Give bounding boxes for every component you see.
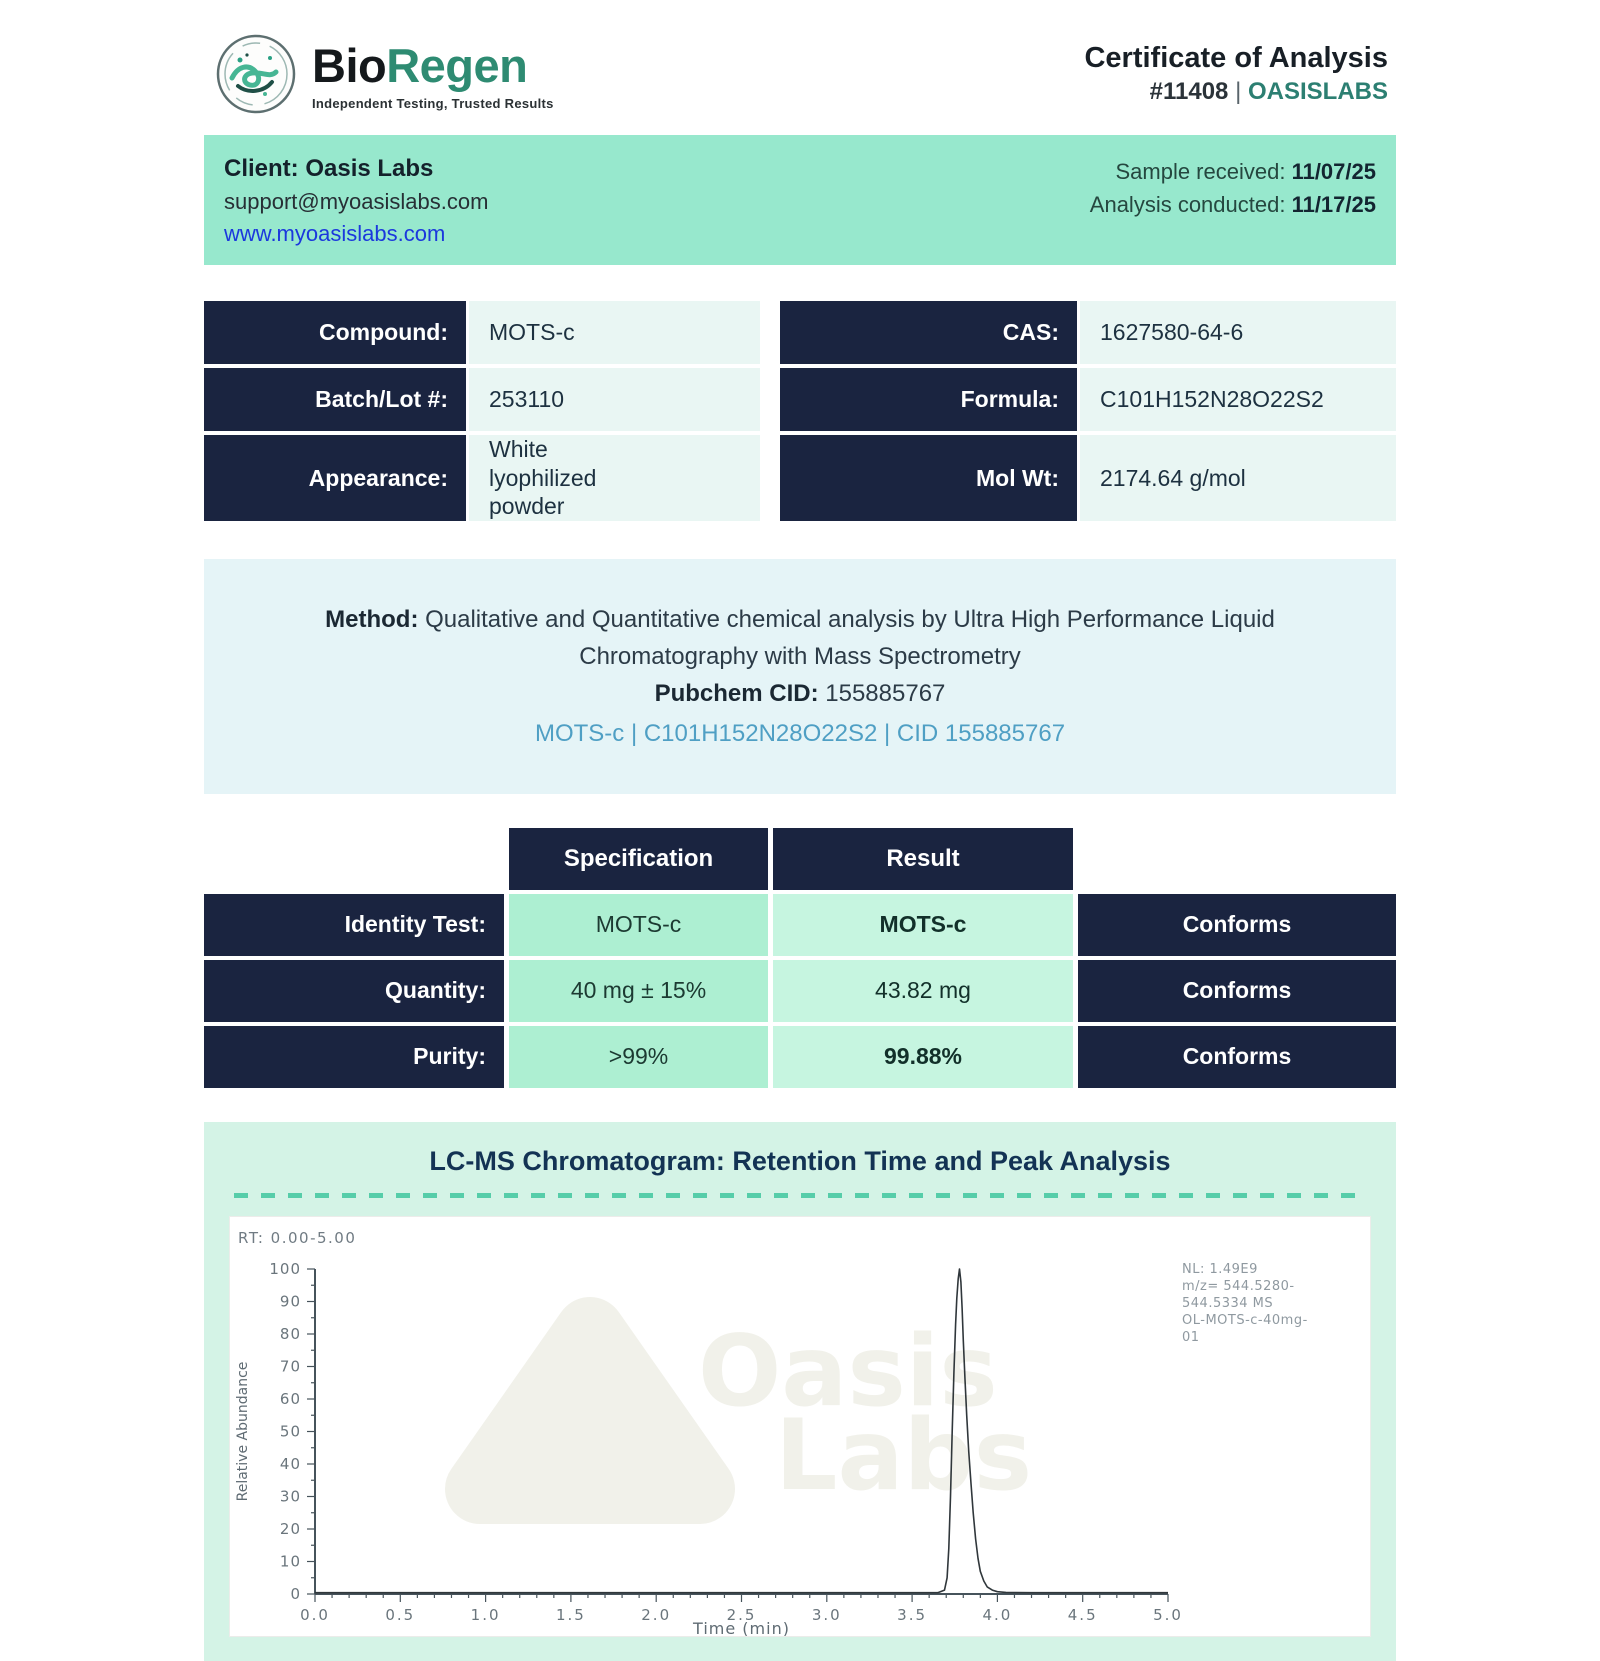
appearance-label: Appearance: — [204, 435, 466, 521]
formula-value: C101H152N28O22S2 — [1080, 368, 1396, 431]
specification-header: Specification — [509, 828, 768, 890]
svg-text:40: 40 — [279, 1454, 301, 1473]
quantity-label: Quantity: — [204, 960, 504, 1022]
quantity-status: Conforms — [1078, 960, 1396, 1022]
chromatogram-svg — [230, 1217, 1370, 1636]
chromatogram-title: LC-MS Chromatogram: Retention Time and Peak Analysis — [429, 1145, 1171, 1176]
table-row — [204, 301, 760, 364]
compound-info-right — [780, 301, 1396, 521]
certificate-header — [1084, 32, 1388, 106]
brand-name: BioRegen — [312, 39, 528, 92]
certificate-title: Certificate of Analysis — [1084, 42, 1388, 74]
cas-value: 1627580-64-6 — [1080, 301, 1396, 364]
method-panel — [204, 559, 1396, 794]
chromatogram-chart — [229, 1216, 1371, 1637]
nl-annotation: 01 — [1182, 1329, 1200, 1345]
table-row — [780, 435, 1396, 521]
purity-spec: >99% — [509, 1026, 768, 1088]
svg-text:1.0: 1.0 — [470, 1605, 501, 1624]
svg-text:4.0: 4.0 — [982, 1605, 1013, 1624]
batch-value: 253110 — [469, 368, 760, 431]
client-website-link[interactable]: www.myoasislabs.com — [224, 221, 446, 246]
dates-block — [1090, 155, 1376, 247]
compound-info-left — [204, 301, 760, 521]
svg-text:5.0: 5.0 — [1153, 1605, 1183, 1624]
lab-name: OASISLABS — [1247, 78, 1388, 105]
purity-result: 99.88% — [773, 1026, 1073, 1088]
results-header-spacer — [204, 828, 504, 890]
svg-text:0.5: 0.5 — [385, 1605, 416, 1624]
formula-label: Formula: — [780, 368, 1077, 431]
table-row — [204, 435, 760, 521]
svg-text:3.5: 3.5 — [897, 1605, 928, 1624]
x-axis-label: Time (min) — [693, 1618, 790, 1636]
quantity-result: 43.82 mg — [773, 960, 1073, 1022]
client-block — [224, 155, 488, 247]
appearance-value: White lyophilized powder — [469, 435, 760, 521]
quantity-spec: 40 mg ± 15% — [509, 960, 768, 1022]
nl-annotation: 544.5334 MS — [1182, 1295, 1274, 1311]
nl-annotation: m/z= 544.5280- — [1182, 1278, 1295, 1294]
bioregen-logo — [214, 32, 554, 121]
purity-label: Purity: — [204, 1026, 504, 1088]
svg-text:30: 30 — [279, 1487, 301, 1506]
method-text: Method: Qualitative and Quantitative chemical analysis by Ultra High Performance Liquid Chromatography with Mass Spectrometry — [325, 606, 1275, 671]
svg-text:20: 20 — [279, 1519, 301, 1538]
nl-annotation: OL-MOTS-c-40mg- — [1182, 1312, 1308, 1328]
molwt-value: 2174.64 g/mol — [1080, 435, 1396, 521]
watermark-text: Labs — [775, 1398, 1033, 1513]
svg-text:0.0: 0.0 — [300, 1605, 330, 1624]
analysis-conducted: Analysis conducted: 11/17/25 — [1089, 192, 1376, 217]
client-name: Client: Oasis Labs — [224, 155, 434, 182]
cas-label: CAS: — [780, 301, 1077, 364]
svg-text:2.0: 2.0 — [641, 1605, 672, 1624]
identity-test-status: Conforms — [1078, 894, 1396, 956]
table-row — [780, 368, 1396, 431]
watermark-triangle — [480, 1332, 700, 1489]
certificate-subtitle: #11408 | OASISLABS — [1149, 78, 1388, 105]
client-info-bar — [204, 135, 1396, 265]
nl-annotation: NL: 1.49E9 — [1182, 1261, 1258, 1277]
svg-text:0: 0 — [290, 1584, 301, 1603]
header — [204, 32, 1396, 121]
batch-label: Batch/Lot #: — [204, 368, 466, 431]
compound-value: MOTS-c — [469, 301, 760, 364]
purity-status: Conforms — [1078, 1026, 1396, 1088]
svg-text:3.0: 3.0 — [811, 1605, 842, 1624]
chromatogram-panel — [204, 1122, 1396, 1661]
results-table — [204, 828, 1396, 1088]
dashed-divider — [234, 1193, 1366, 1198]
pubchem-link[interactable]: MOTS-c | C101H152N28O22S2 | CID 155885767 — [534, 719, 1066, 747]
brand-tagline: Independent Testing, Trusted Results — [312, 96, 554, 111]
svg-text:4.5: 4.5 — [1067, 1605, 1098, 1624]
identity-test-label: Identity Test: — [204, 894, 504, 956]
svg-text:60: 60 — [279, 1389, 301, 1408]
pubchem-cid: Pubchem CID: 155885767 — [654, 680, 946, 708]
identity-test-result: MOTS-c — [773, 894, 1073, 956]
client-email: support@myoasislabs.com — [224, 189, 489, 214]
table-row — [780, 301, 1396, 364]
svg-text:1.5: 1.5 — [555, 1605, 586, 1624]
y-axis-label: Relative Abundance — [235, 1361, 251, 1502]
svg-text:2.5: 2.5 — [726, 1605, 757, 1624]
sample-received: Sample received: 11/07/25 — [1115, 159, 1376, 184]
certificate-page — [204, 0, 1396, 1661]
svg-text:90: 90 — [279, 1292, 301, 1311]
identity-test-spec: MOTS-c — [509, 894, 768, 956]
result-header: Result — [773, 828, 1073, 890]
results-header-spacer — [1078, 828, 1396, 890]
svg-text:70: 70 — [279, 1357, 301, 1376]
svg-text:80: 80 — [279, 1324, 301, 1343]
table-row — [204, 368, 760, 431]
watermark-text: Oasis — [698, 1314, 998, 1429]
compound-label: Compound: — [204, 301, 466, 364]
report-number: #11408 — [1149, 78, 1229, 105]
svg-text:10: 10 — [279, 1552, 301, 1571]
compound-info — [204, 301, 1396, 521]
rt-window-label: RT: 0.00-5.00 — [238, 1228, 357, 1247]
bioregen-logo-icon — [214, 32, 298, 121]
svg-text:100: 100 — [269, 1259, 301, 1278]
svg-text:50: 50 — [279, 1422, 301, 1441]
molwt-label: Mol Wt: — [780, 435, 1077, 521]
